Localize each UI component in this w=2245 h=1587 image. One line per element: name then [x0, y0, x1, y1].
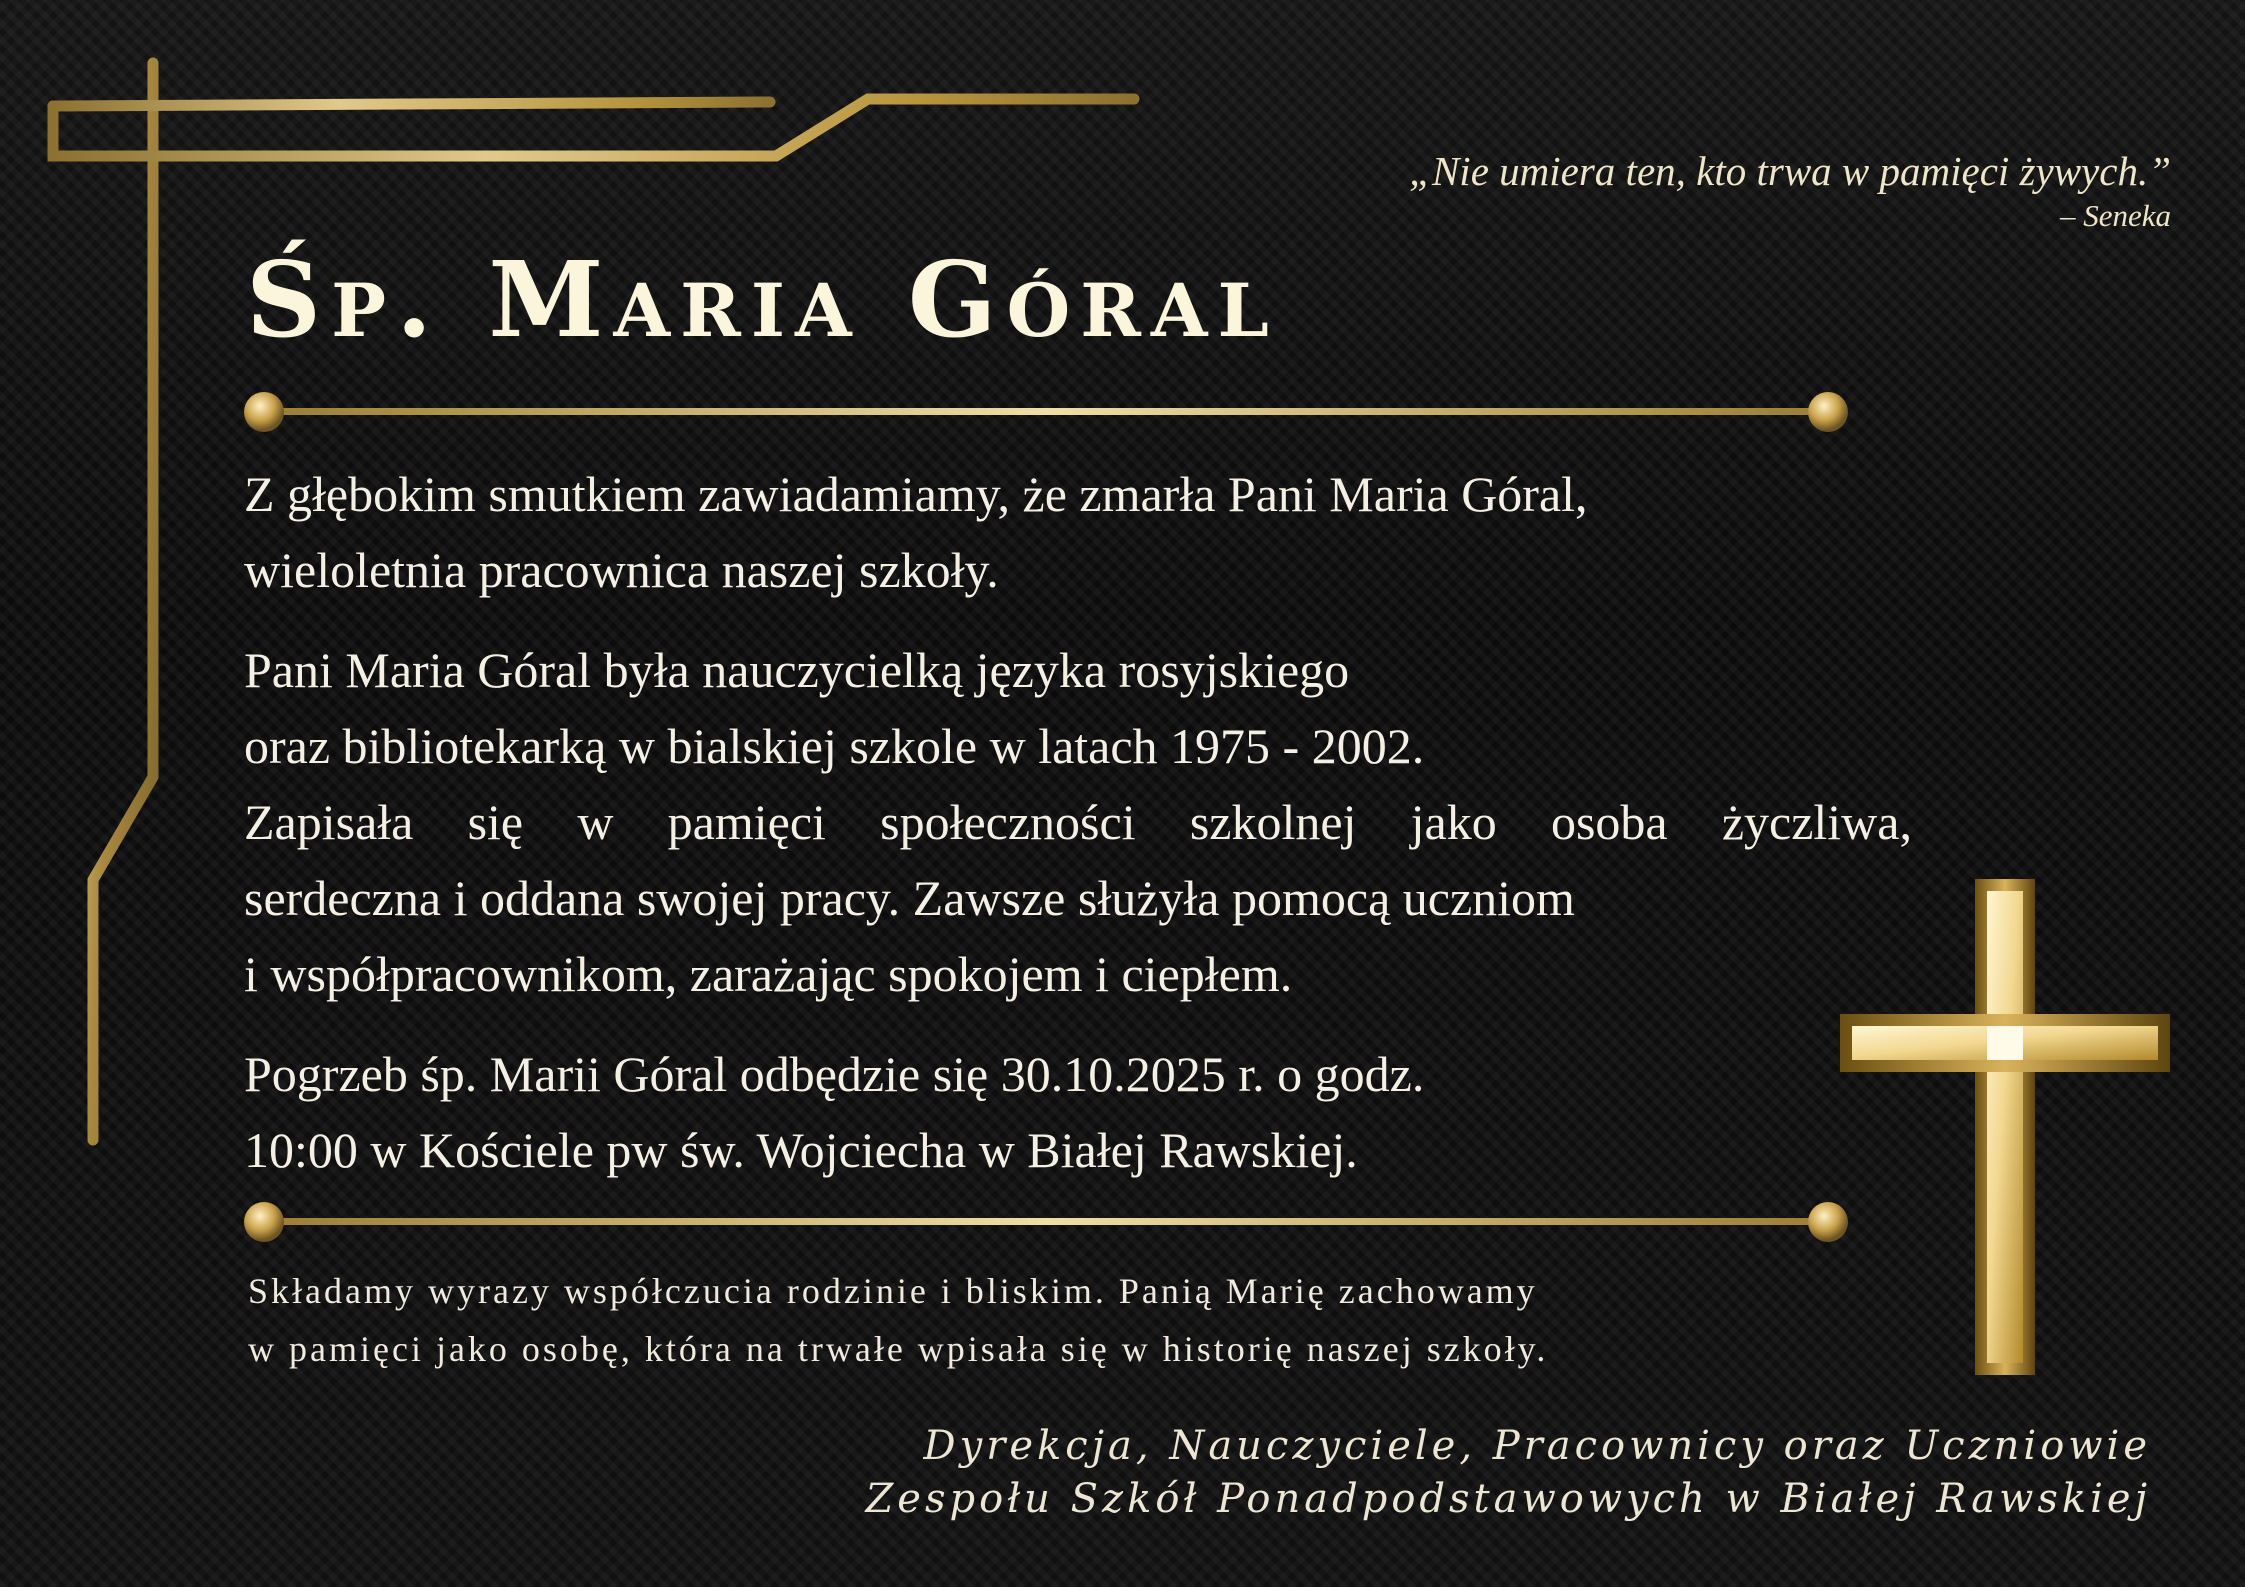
paragraph-biography — [244, 632, 1914, 1012]
text-line: Pani Maria Góral była nauczycielką języka rosyjskiego — [244, 642, 1350, 698]
paragraph-death-notice — [244, 456, 1914, 608]
condolences-text — [248, 1262, 1828, 1378]
divider-ornament — [244, 1200, 1848, 1244]
text-line: oraz bibliotekarką w bialskiej szkole w latach 1975 - 2002. — [244, 718, 1425, 774]
text-line: wieloletnia pracownica naszej szkoły. — [244, 542, 999, 598]
text-line: Zapisała się w pamięci społeczności szkolnej jako osoba życzliwa, — [244, 794, 1912, 850]
announcement-body — [244, 456, 1914, 1212]
quote-text: „Nie umiera ten, kto trwa w pamięci żywych.” — [1409, 148, 2171, 194]
page-title: Śp. Maria Góral — [246, 238, 1279, 361]
cross-icon — [1838, 876, 2172, 1378]
signature — [866, 1420, 2151, 1526]
signature-line: Dyrekcja, Nauczyciele, Pracownicy oraz Uczniowie — [923, 1423, 2151, 1469]
quote-author: – Seneka — [2059, 198, 2171, 234]
text-line: 10:00 w Kościele pw św. Wojciecha w Białej Rawskiej. — [244, 1122, 1358, 1178]
text-line: Pogrzeb śp. Marii Góral odbędzie się 30.10.2025 r. o godz. — [244, 1046, 1425, 1102]
seneca-quote — [1409, 146, 2171, 236]
text-line: Składamy wyrazy współczucia rodzinie i bliskim. Panią Marię zachowamy — [248, 1271, 1538, 1311]
paragraph-funeral-info — [244, 1036, 1914, 1188]
divider-ornament — [244, 390, 1848, 434]
text-line: i współpracownikom, zarażając spokojem i ciepłem. — [244, 946, 1293, 1002]
signature-line: Zespołu Szkół Ponadpodstawowych w Białej Rawskiej — [865, 1476, 2151, 1522]
text-line: serdeczna i oddana swojej pracy. Zawsze służyła pomocą uczniom — [244, 870, 1575, 926]
text-line: w pamięci jako osobę, która na trwałe wpisała się w historię naszej szkoły. — [248, 1329, 1549, 1369]
text-line: Z głębokim smutkiem zawiadamiamy, że zmarła Pani Maria Góral, — [244, 466, 1588, 522]
